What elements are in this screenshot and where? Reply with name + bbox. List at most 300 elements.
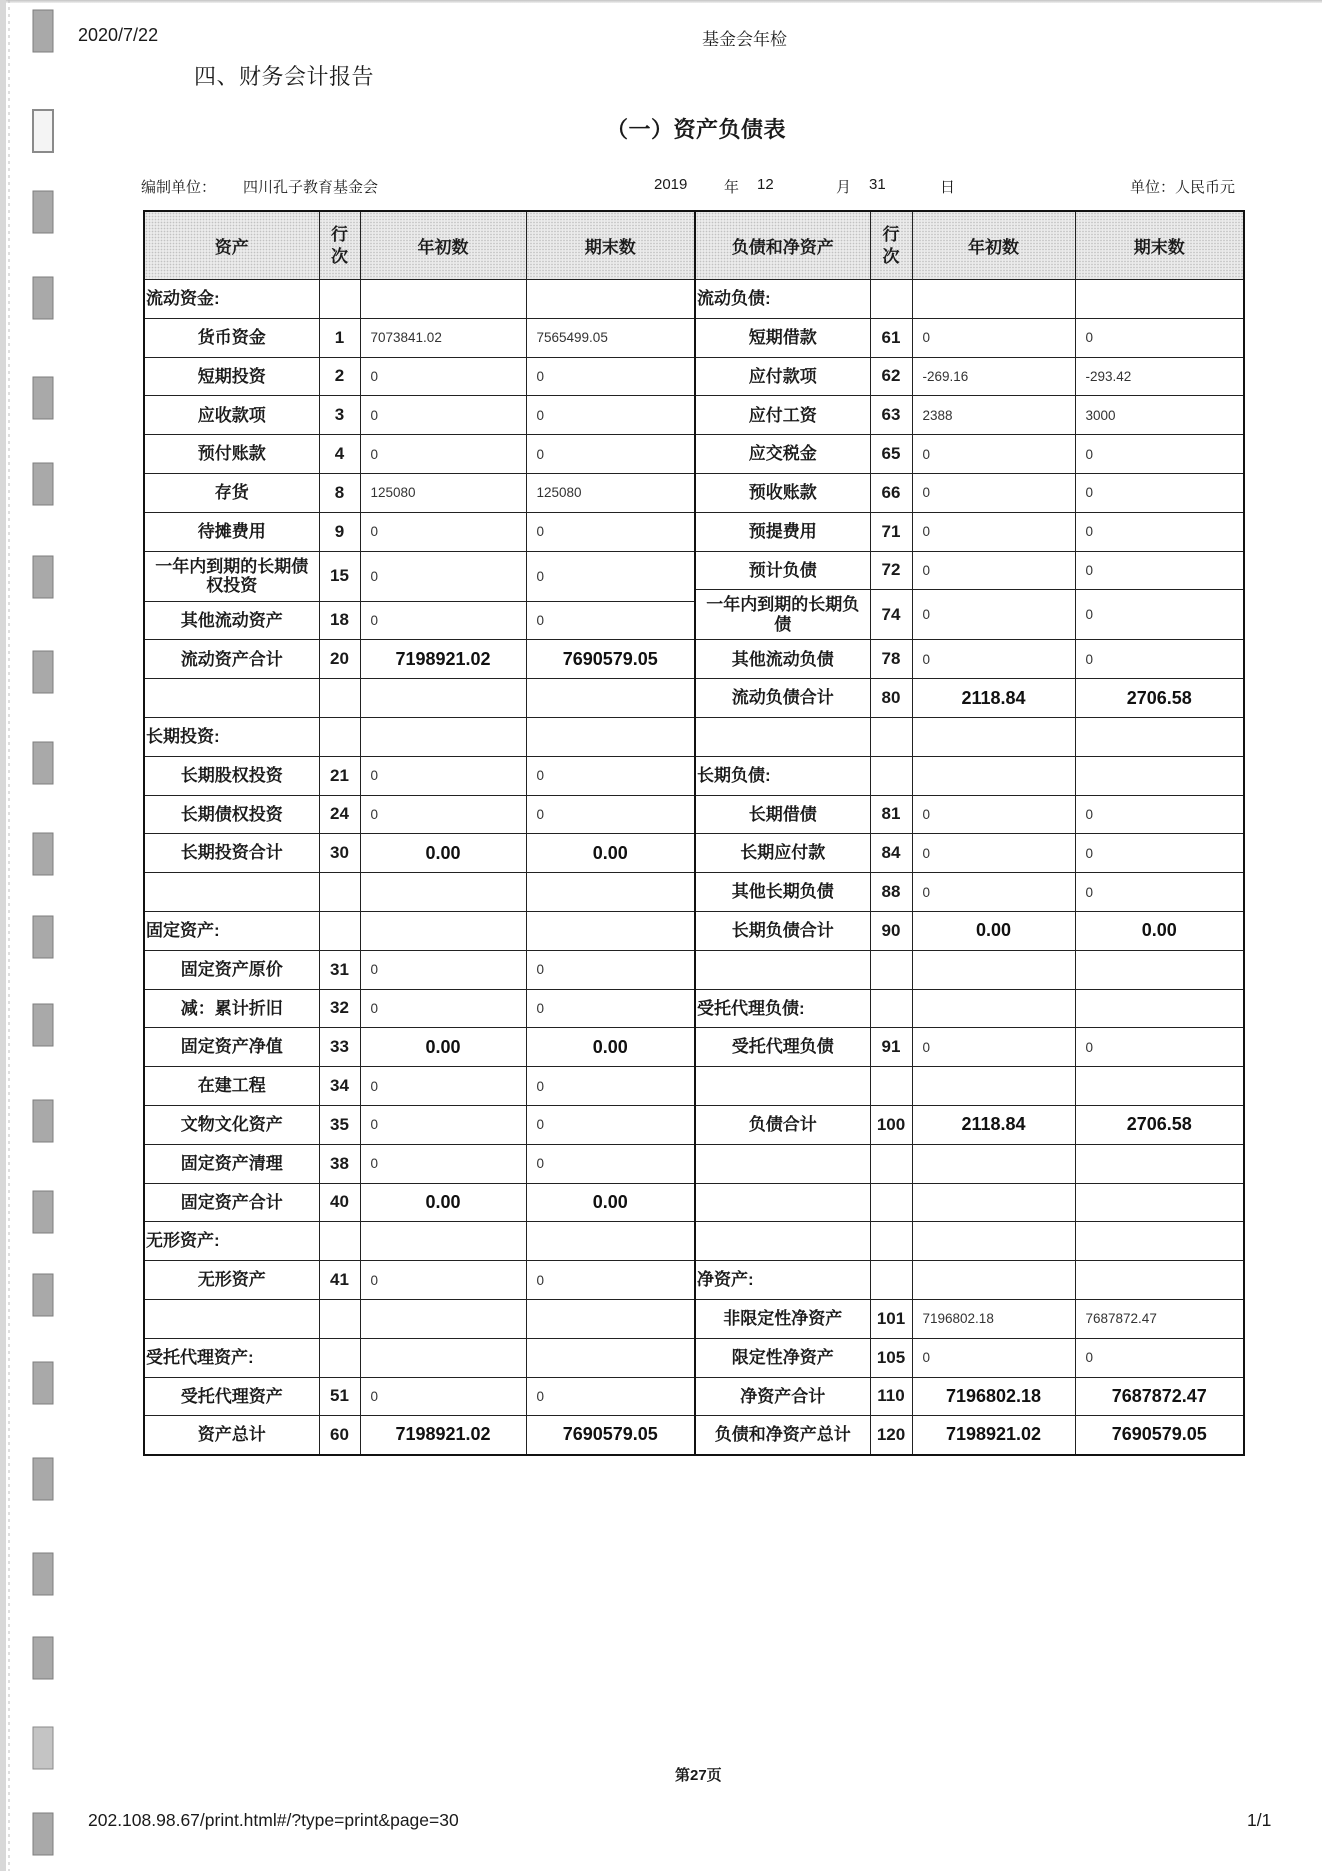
right-begin-value-cell xyxy=(912,1183,1075,1222)
right-line-no-cell xyxy=(870,1222,912,1261)
left-begin-value-cell: 0 xyxy=(360,1105,526,1144)
right-end-value-cell xyxy=(1075,1222,1244,1261)
right-begin-value-cell: 7196802.18 xyxy=(912,1299,1075,1338)
left-label-cell: 一年内到期的长期债权投资 xyxy=(144,551,319,601)
header-liabilities-net-assets: 负债和净资产 xyxy=(695,211,870,280)
left-row-section xyxy=(144,717,695,756)
right-begin-value-cell: 0 xyxy=(912,1338,1075,1377)
right-line-no-cell: 120 xyxy=(870,1416,912,1455)
left-end-value-cell: 0 xyxy=(526,795,695,834)
left-row-blank xyxy=(144,1299,695,1338)
right-end-value-cell: 2706.58 xyxy=(1075,679,1244,718)
right-row-item xyxy=(695,834,1244,873)
left-begin-value-cell: 7198921.02 xyxy=(360,640,526,679)
right-label-cell: 应交税金 xyxy=(695,435,870,474)
left-line-no-cell xyxy=(319,911,360,950)
right-label-cell: 其他长期负债 xyxy=(695,873,870,912)
left-row-section xyxy=(144,1222,695,1261)
header-line-no-text: 行次 xyxy=(882,225,900,266)
right-begin-value-cell: 2118.84 xyxy=(912,1105,1075,1144)
right-label-cell: 预提费用 xyxy=(695,512,870,551)
left-end-value-cell: 0 xyxy=(526,396,695,435)
right-end-value-cell: 7687872.47 xyxy=(1075,1299,1244,1338)
left-end-value-cell: 0 xyxy=(526,601,695,640)
right-end-value-cell: 0 xyxy=(1075,551,1244,590)
assets-table-header xyxy=(144,211,695,280)
left-label-cell: 货币资金 xyxy=(144,318,319,357)
left-begin-value-cell: 7073841.02 xyxy=(360,318,526,357)
right-begin-value-cell: 0 xyxy=(912,551,1075,590)
right-begin-value-cell xyxy=(912,280,1075,319)
right-line-no-cell: 61 xyxy=(870,318,912,357)
right-label-cell: 长期负债: xyxy=(695,756,870,795)
section-title: 四、财务会计报告 xyxy=(194,64,375,89)
right-line-no-cell: 81 xyxy=(870,795,912,834)
left-begin-value-cell: 0 xyxy=(360,435,526,474)
left-begin-value-cell: 0 xyxy=(360,756,526,795)
right-row-total xyxy=(695,1105,1244,1144)
header-line-no xyxy=(870,211,912,280)
assets-table xyxy=(143,210,696,1456)
left-label-cell: 预付账款 xyxy=(144,435,319,474)
left-line-no-cell xyxy=(319,717,360,756)
right-end-value-cell xyxy=(1075,950,1244,989)
right-line-no-cell: 80 xyxy=(870,679,912,718)
left-begin-value-cell: 0 xyxy=(360,795,526,834)
right-line-no-cell: 63 xyxy=(870,396,912,435)
right-row-item xyxy=(695,873,1244,912)
right-line-no-cell xyxy=(870,717,912,756)
liabilities-table xyxy=(694,210,1245,1456)
right-line-no-cell: 62 xyxy=(870,357,912,396)
right-end-value-cell: 0 xyxy=(1075,1338,1244,1377)
right-line-no-cell xyxy=(870,1183,912,1222)
left-begin-value-cell: 0 xyxy=(360,601,526,640)
right-begin-value-cell: 0.00 xyxy=(912,911,1075,950)
scan-edge-mark xyxy=(33,377,53,419)
right-label-cell xyxy=(695,717,870,756)
right-row-section xyxy=(695,989,1244,1028)
right-end-value-cell: 0 xyxy=(1075,795,1244,834)
right-line-no-cell: 74 xyxy=(870,590,912,640)
left-end-value-cell: 125080 xyxy=(526,473,695,512)
left-row-item xyxy=(144,950,695,989)
left-begin-value-cell: 0 xyxy=(360,1144,526,1183)
left-label-cell xyxy=(144,1299,319,1338)
left-end-value-cell: 0 xyxy=(526,989,695,1028)
right-row-item xyxy=(695,1338,1244,1377)
right-row-blank xyxy=(695,1067,1244,1106)
right-label-cell: 净资产: xyxy=(695,1261,870,1300)
balance-sheet xyxy=(143,210,1241,1456)
left-end-value-cell: 0.00 xyxy=(526,1183,695,1222)
left-end-value-cell: 7565499.05 xyxy=(526,318,695,357)
left-begin-value-cell: 0 xyxy=(360,950,526,989)
right-end-value-cell xyxy=(1075,1067,1244,1106)
right-line-no-cell: 66 xyxy=(870,473,912,512)
header-begin-balance: 年初数 xyxy=(912,211,1075,280)
left-label-cell: 固定资产: xyxy=(144,911,319,950)
left-label-cell: 受托代理资产: xyxy=(144,1338,319,1377)
right-row-total xyxy=(695,1377,1244,1416)
left-label-cell: 应收款项 xyxy=(144,396,319,435)
left-label-cell: 固定资产净值 xyxy=(144,1028,319,1067)
left-begin-value-cell xyxy=(360,717,526,756)
left-row-item xyxy=(144,1261,695,1300)
left-label-cell: 其他流动资产 xyxy=(144,601,319,640)
left-line-no-cell: 30 xyxy=(319,834,360,873)
right-label-cell xyxy=(695,950,870,989)
preparer-name: 四川孔子教育基金会 xyxy=(243,179,379,196)
liabilities-table-body xyxy=(695,280,1244,1455)
scan-edge-mark xyxy=(33,463,53,505)
month-label: 月 xyxy=(836,179,852,196)
left-end-value-cell: 0 xyxy=(526,1261,695,1300)
right-row-item xyxy=(695,435,1244,474)
left-line-no-cell: 33 xyxy=(319,1028,360,1067)
left-begin-value-cell: 0.00 xyxy=(360,1028,526,1067)
left-label-cell: 流动资产合计 xyxy=(144,640,319,679)
right-label-cell: 负债合计 xyxy=(695,1105,870,1144)
right-begin-value-cell: 0 xyxy=(912,590,1075,640)
right-end-value-cell: 0 xyxy=(1075,512,1244,551)
left-end-value-cell: 7690579.05 xyxy=(526,640,695,679)
left-line-no-cell xyxy=(319,873,360,912)
left-row-item xyxy=(144,1067,695,1106)
right-row-blank xyxy=(695,717,1244,756)
scan-top-edge xyxy=(0,0,1322,3)
right-end-value-cell xyxy=(1075,717,1244,756)
left-row-total xyxy=(144,640,695,679)
left-end-value-cell xyxy=(526,1222,695,1261)
right-line-no-cell: 65 xyxy=(870,435,912,474)
left-line-no-cell: 60 xyxy=(319,1416,360,1455)
left-begin-value-cell xyxy=(360,1299,526,1338)
right-begin-value-cell: 0 xyxy=(912,795,1075,834)
print-date: 2020/7/22 xyxy=(78,25,159,45)
print-page-count: 1/1 xyxy=(1247,1810,1272,1830)
right-label-cell xyxy=(695,1183,870,1222)
left-end-value-cell xyxy=(526,1338,695,1377)
right-row-item xyxy=(695,512,1244,551)
header-line-no xyxy=(319,211,360,280)
left-line-no-cell: 20 xyxy=(319,640,360,679)
right-end-value-cell: 0 xyxy=(1075,873,1244,912)
right-begin-value-cell: 0 xyxy=(912,834,1075,873)
left-label-cell xyxy=(144,679,319,718)
right-begin-value-cell: 0 xyxy=(912,435,1075,474)
report-title: （一）资产负债表 xyxy=(606,117,787,142)
header-end-balance: 期末数 xyxy=(526,211,695,280)
left-row-item xyxy=(144,551,695,601)
right-row-item xyxy=(695,473,1244,512)
scan-edge-mark xyxy=(33,1274,53,1316)
right-line-no-cell: 91 xyxy=(870,1028,912,1067)
left-begin-value-cell: 0 xyxy=(360,512,526,551)
scan-edge-mark xyxy=(33,1100,53,1142)
right-row-total xyxy=(695,911,1244,950)
header-end-balance: 期末数 xyxy=(1075,211,1244,280)
right-row-item xyxy=(695,640,1244,679)
right-row-blank xyxy=(695,950,1244,989)
left-row-item xyxy=(144,435,695,474)
right-row-item xyxy=(695,318,1244,357)
scan-edge-mark xyxy=(33,110,53,152)
right-begin-value-cell: 0 xyxy=(912,873,1075,912)
right-label-cell: 预计负债 xyxy=(695,551,870,590)
left-row-item xyxy=(144,795,695,834)
right-begin-value-cell xyxy=(912,989,1075,1028)
right-label-cell: 一年内到期的长期负债 xyxy=(695,590,870,640)
left-line-no-cell: 34 xyxy=(319,1067,360,1106)
scan-edge-mark xyxy=(33,1553,53,1595)
left-line-no-cell: 35 xyxy=(319,1105,360,1144)
left-label-cell: 无形资产: xyxy=(144,1222,319,1261)
left-row-item xyxy=(144,396,695,435)
right-row-item xyxy=(695,551,1244,590)
right-begin-value-cell: 7198921.02 xyxy=(912,1416,1075,1455)
scan-edge-mark xyxy=(33,556,53,598)
right-row-blank xyxy=(695,1183,1244,1222)
scan-edge-mark xyxy=(33,742,53,784)
left-begin-value-cell xyxy=(360,873,526,912)
left-row-total xyxy=(144,1028,695,1067)
left-end-value-cell xyxy=(526,911,695,950)
right-begin-value-cell: 7196802.18 xyxy=(912,1377,1075,1416)
left-line-no-cell: 24 xyxy=(319,795,360,834)
right-label-cell: 长期应付款 xyxy=(695,834,870,873)
left-row-blank xyxy=(144,679,695,718)
right-row-item xyxy=(695,396,1244,435)
scan-edge-mark xyxy=(33,1727,53,1769)
scan-edge-mark xyxy=(33,833,53,875)
left-end-value-cell: 0 xyxy=(526,950,695,989)
left-line-no-cell: 8 xyxy=(319,473,360,512)
right-line-no-cell xyxy=(870,280,912,319)
scan-edge-shadow xyxy=(0,0,6,1871)
right-row-item xyxy=(695,357,1244,396)
left-label-cell: 长期股权投资 xyxy=(144,756,319,795)
right-begin-value-cell xyxy=(912,1067,1075,1106)
right-label-cell: 净资产合计 xyxy=(695,1377,870,1416)
right-label-cell: 负债和净资产总计 xyxy=(695,1416,870,1455)
scan-edge-mark xyxy=(33,1004,53,1046)
left-line-no-cell: 1 xyxy=(319,318,360,357)
left-begin-value-cell: 0 xyxy=(360,396,526,435)
left-label-cell: 长期投资合计 xyxy=(144,834,319,873)
left-begin-value-cell: 0 xyxy=(360,1261,526,1300)
right-line-no-cell: 88 xyxy=(870,873,912,912)
right-row-section xyxy=(695,280,1244,319)
left-line-no-cell: 31 xyxy=(319,950,360,989)
right-line-no-cell: 101 xyxy=(870,1299,912,1338)
left-row-blank xyxy=(144,873,695,912)
left-end-value-cell: 0 xyxy=(526,551,695,601)
right-line-no-cell: 78 xyxy=(870,640,912,679)
right-label-cell xyxy=(695,1222,870,1261)
left-label-cell: 长期投资: xyxy=(144,717,319,756)
left-row-item xyxy=(144,473,695,512)
right-label-cell: 非限定性净资产 xyxy=(695,1299,870,1338)
right-begin-value-cell xyxy=(912,717,1075,756)
header-line-no-text: 行次 xyxy=(331,225,348,266)
right-begin-value-cell xyxy=(912,756,1075,795)
left-end-value-cell: 0 xyxy=(526,756,695,795)
scan-edge-mark xyxy=(33,1362,53,1404)
left-label-cell: 资产总计 xyxy=(144,1416,319,1455)
header-row xyxy=(144,211,695,280)
right-begin-value-cell: 0 xyxy=(912,640,1075,679)
left-row-item xyxy=(144,1144,695,1183)
right-row-section xyxy=(695,756,1244,795)
currency-unit: 单位：人民币元 xyxy=(1130,179,1236,196)
right-label-cell: 长期借债 xyxy=(695,795,870,834)
right-row-blank xyxy=(695,1222,1244,1261)
right-label-cell: 短期借款 xyxy=(695,318,870,357)
left-line-no-cell: 15 xyxy=(319,551,360,601)
left-begin-value-cell: 0.00 xyxy=(360,1183,526,1222)
left-begin-value-cell: 0 xyxy=(360,1377,526,1416)
left-line-no-cell: 18 xyxy=(319,601,360,640)
scan-edge-mark xyxy=(33,916,53,958)
scan-edge-mark xyxy=(33,1191,53,1233)
right-begin-value-cell xyxy=(912,1222,1075,1261)
left-begin-value-cell xyxy=(360,1222,526,1261)
left-label-cell: 减：累计折旧 xyxy=(144,989,319,1028)
left-end-value-cell xyxy=(526,679,695,718)
left-end-value-cell: 0 xyxy=(526,357,695,396)
left-row-item xyxy=(144,1105,695,1144)
right-label-cell: 限定性净资产 xyxy=(695,1338,870,1377)
left-line-no-cell: 40 xyxy=(319,1183,360,1222)
right-line-no-cell xyxy=(870,756,912,795)
left-label-cell: 受托代理资产 xyxy=(144,1377,319,1416)
right-label-cell: 流动负债: xyxy=(695,280,870,319)
right-end-value-cell xyxy=(1075,1183,1244,1222)
left-begin-value-cell: 0.00 xyxy=(360,834,526,873)
left-begin-value-cell xyxy=(360,1338,526,1377)
left-label-cell: 流动资金: xyxy=(144,280,319,319)
print-url: 202.108.98.67/print.html#/?type=print&page=30 xyxy=(88,1810,459,1830)
right-line-no-cell: 105 xyxy=(870,1338,912,1377)
left-line-no-cell xyxy=(319,1299,360,1338)
left-label-cell xyxy=(144,873,319,912)
right-label-cell: 其他流动负债 xyxy=(695,640,870,679)
right-end-value-cell xyxy=(1075,989,1244,1028)
right-end-value-cell: 7690579.05 xyxy=(1075,1416,1244,1455)
right-line-no-cell: 71 xyxy=(870,512,912,551)
right-label-cell: 预收账款 xyxy=(695,473,870,512)
left-begin-value-cell xyxy=(360,911,526,950)
left-end-value-cell: 0.00 xyxy=(526,1028,695,1067)
right-begin-value-cell: 0 xyxy=(912,1028,1075,1067)
scan-edge-mark xyxy=(33,1458,53,1500)
left-line-no-cell: 3 xyxy=(319,396,360,435)
right-end-value-cell: 0 xyxy=(1075,590,1244,640)
left-end-value-cell: 0 xyxy=(526,1377,695,1416)
right-line-no-cell: 110 xyxy=(870,1377,912,1416)
scan-edge-mark xyxy=(33,277,53,319)
left-end-value-cell xyxy=(526,1299,695,1338)
left-begin-value-cell: 0 xyxy=(360,551,526,601)
left-end-value-cell xyxy=(526,873,695,912)
right-end-value-cell: 0.00 xyxy=(1075,911,1244,950)
liabilities-table-header xyxy=(695,211,1244,280)
right-line-no-cell xyxy=(870,1067,912,1106)
right-label-cell xyxy=(695,1067,870,1106)
left-end-value-cell xyxy=(526,280,695,319)
right-row-blank xyxy=(695,1144,1244,1183)
left-line-no-cell: 9 xyxy=(319,512,360,551)
left-begin-value-cell: 0 xyxy=(360,989,526,1028)
left-row-item xyxy=(144,756,695,795)
left-begin-value-cell xyxy=(360,280,526,319)
print-header-title: 基金会年检 xyxy=(702,30,787,49)
right-end-value-cell xyxy=(1075,280,1244,319)
preparer-label: 编制单位： xyxy=(141,179,217,196)
right-line-no-cell xyxy=(870,1261,912,1300)
left-line-no-cell: 32 xyxy=(319,989,360,1028)
right-end-value-cell: 0 xyxy=(1075,435,1244,474)
right-begin-value-cell: -269.16 xyxy=(912,357,1075,396)
left-end-value-cell: 0 xyxy=(526,435,695,474)
day-label: 日 xyxy=(940,179,956,196)
left-begin-value-cell: 125080 xyxy=(360,473,526,512)
left-line-no-cell: 41 xyxy=(319,1261,360,1300)
left-row-total xyxy=(144,834,695,873)
right-label-cell: 应付工资 xyxy=(695,396,870,435)
left-label-cell: 无形资产 xyxy=(144,1261,319,1300)
right-row-total xyxy=(695,1416,1244,1455)
right-row-item xyxy=(695,1299,1244,1338)
right-end-value-cell xyxy=(1075,1144,1244,1183)
right-label-cell xyxy=(695,1144,870,1183)
right-begin-value-cell xyxy=(912,1144,1075,1183)
right-end-value-cell: 0 xyxy=(1075,640,1244,679)
right-begin-value-cell: 2118.84 xyxy=(912,679,1075,718)
right-line-no-cell xyxy=(870,950,912,989)
left-end-value-cell: 0 xyxy=(526,1105,695,1144)
page-number: 第27页 xyxy=(675,1767,722,1784)
left-label-cell: 短期投资 xyxy=(144,357,319,396)
right-end-value-cell: 0 xyxy=(1075,473,1244,512)
left-line-no-cell: 38 xyxy=(319,1144,360,1183)
left-line-no-cell xyxy=(319,1222,360,1261)
header-row xyxy=(695,211,1244,280)
right-begin-value-cell: 0 xyxy=(912,318,1075,357)
right-end-value-cell: -293.42 xyxy=(1075,357,1244,396)
right-end-value-cell: 0 xyxy=(1075,834,1244,873)
scan-edge-mark xyxy=(33,191,53,233)
left-line-no-cell xyxy=(319,1338,360,1377)
right-row-item xyxy=(695,1028,1244,1067)
left-end-value-cell: 7690579.05 xyxy=(526,1416,695,1455)
left-line-no-cell xyxy=(319,280,360,319)
left-label-cell: 在建工程 xyxy=(144,1067,319,1106)
left-begin-value-cell: 0 xyxy=(360,357,526,396)
report-year: 2019 xyxy=(654,176,688,193)
right-begin-value-cell: 0 xyxy=(912,473,1075,512)
right-row-section xyxy=(695,1261,1244,1300)
header-begin-balance: 年初数 xyxy=(360,211,526,280)
right-end-value-cell: 3000 xyxy=(1075,396,1244,435)
right-line-no-cell: 90 xyxy=(870,911,912,950)
scan-edge-mark xyxy=(33,1637,53,1679)
left-end-value-cell: 0 xyxy=(526,1067,695,1106)
header-assets: 资产 xyxy=(144,211,319,280)
left-end-value-cell: 0.00 xyxy=(526,834,695,873)
left-line-no-cell: 2 xyxy=(319,357,360,396)
